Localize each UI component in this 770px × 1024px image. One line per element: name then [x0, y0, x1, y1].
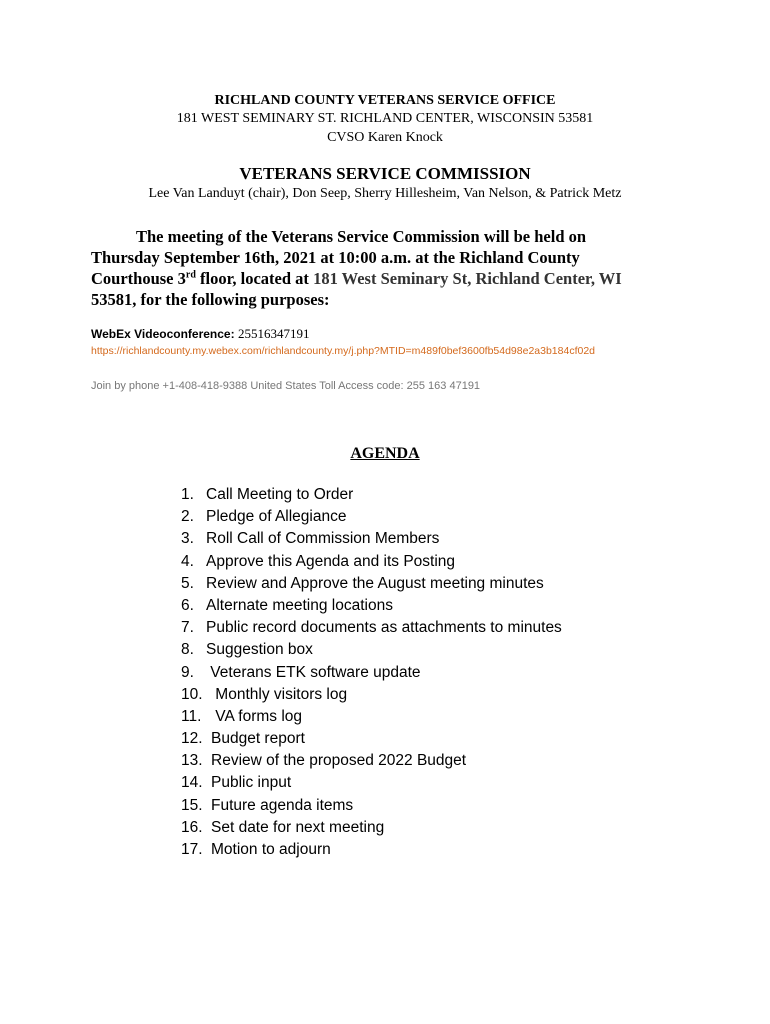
agenda-item-number: 1.: [181, 486, 194, 503]
webex-label: WebEx Videoconference:: [91, 327, 235, 341]
agenda-item: [181, 639, 562, 661]
meeting-notice: [91, 226, 691, 310]
agenda-item-text: Pledge of Allegiance: [206, 508, 347, 526]
agenda-item-text: Alternate meeting locations: [206, 596, 393, 614]
agenda-item: [181, 684, 562, 706]
agenda-item: [181, 506, 562, 528]
agenda-item-number: 15.: [181, 796, 203, 814]
agenda-item: [181, 551, 562, 573]
agenda-item-number: 8.: [181, 641, 194, 659]
agenda-item-text: Review of the proposed 2022 Budget: [211, 752, 467, 770]
agenda-item-text: Public input: [211, 774, 292, 792]
agenda-item: [181, 484, 562, 506]
agenda-item-number: 5.: [181, 574, 194, 592]
webex-link[interactable]: https://richlandcounty.my.webex.com/richlandcounty.my/j.php?MTID=m489f0bef3600fb54d98e2a3b184cf02d: [91, 345, 596, 357]
agenda-item-number: 11.: [181, 707, 202, 725]
agenda-item: [181, 817, 562, 839]
office-cvso: CVSO Karen Knock: [327, 130, 443, 145]
agenda-item-text: Approve this Agenda and its Posting: [206, 552, 456, 570]
notice-line-1: The meeting of the Veterans Service Commission will be held on: [136, 227, 587, 246]
agenda-item-number: 10.: [181, 685, 203, 703]
commission-title: VETERANS SERVICE COMMISSION: [239, 164, 531, 183]
agenda-item: [181, 750, 562, 772]
agenda-item-text: Review and Approve the August meeting minutes: [206, 574, 544, 592]
agenda-item-number: 17.: [181, 841, 203, 858]
agenda-item-number: 2.: [181, 508, 194, 526]
agenda-item-number: 13.: [181, 752, 203, 770]
notice-line-4: 53581, for the following purposes:: [91, 290, 330, 309]
agenda-item-text: Set date for next meeting: [211, 818, 385, 836]
agenda-item-text: Budget report: [211, 730, 305, 748]
agenda-item-number: 16.: [181, 818, 203, 836]
webex-line: [91, 326, 309, 342]
agenda-item: [181, 595, 562, 617]
agenda-title: AGENDA: [350, 445, 420, 462]
notice-address: 181 West Seminary St, Richland Center, WI: [313, 269, 622, 288]
agenda-item: [181, 772, 562, 794]
agenda-item-number: 7.: [181, 619, 194, 637]
webex-code: 25516347191: [237, 326, 310, 341]
agenda-item-number: 12.: [181, 730, 203, 748]
agenda-item: [181, 839, 562, 861]
agenda-item-number: 6.: [181, 596, 194, 614]
agenda-list: [181, 484, 562, 861]
agenda-item-text: Suggestion box: [206, 641, 313, 659]
agenda-item: [181, 573, 562, 595]
agenda-item: [181, 662, 562, 684]
agenda-item: [181, 528, 562, 550]
notice-line-2: Thursday September 16th, 2021 at 10:00 a.m. at the Richland County: [91, 248, 580, 267]
agenda-item-number: 14.: [181, 774, 203, 792]
notice-line-3-pre: Courthouse 3: [91, 269, 186, 288]
agenda-item-text: VA forms log: [211, 707, 303, 725]
agenda-item: [181, 617, 562, 639]
agenda-item-number: 3.: [181, 530, 194, 548]
agenda-item-text: Public record documents as attachments to minutes: [206, 619, 562, 637]
office-address: 181 WEST SEMINARY ST. RICHLAND CENTER, WISCONSIN 53581: [176, 111, 594, 126]
notice-line-3: [91, 268, 691, 289]
agenda-item: [181, 706, 562, 728]
commission-members: Lee Van Landuyt (chair), Don Seep, Sherry Hillesheim, Van Nelson, & Patrick Metz: [148, 186, 622, 201]
office-name: RICHLAND COUNTY VETERANS SERVICE OFFICE: [214, 93, 556, 108]
agenda-item: [181, 795, 562, 817]
agenda-item-text: Motion to adjourn: [211, 841, 331, 858]
agenda-item: [181, 728, 562, 750]
agenda-item-number: 9.: [181, 663, 194, 681]
agenda-item-text: Monthly visitors log: [211, 685, 348, 703]
agenda-item-number: 4.: [181, 552, 194, 570]
agenda-item-text: Veterans ETK software update: [206, 663, 421, 681]
agenda-item-text: Call Meeting to Order: [206, 486, 354, 503]
agenda-item-text: Future agenda items: [211, 796, 354, 814]
notice-line-3-sup: rd: [185, 269, 196, 281]
notice-line-3-mid: floor, located at: [195, 269, 314, 288]
agenda-item-text: Roll Call of Commission Members: [206, 530, 440, 548]
phone-info: Join by phone +1-408-418-9388 United States Toll Access code: 255 163 47191: [91, 380, 481, 392]
